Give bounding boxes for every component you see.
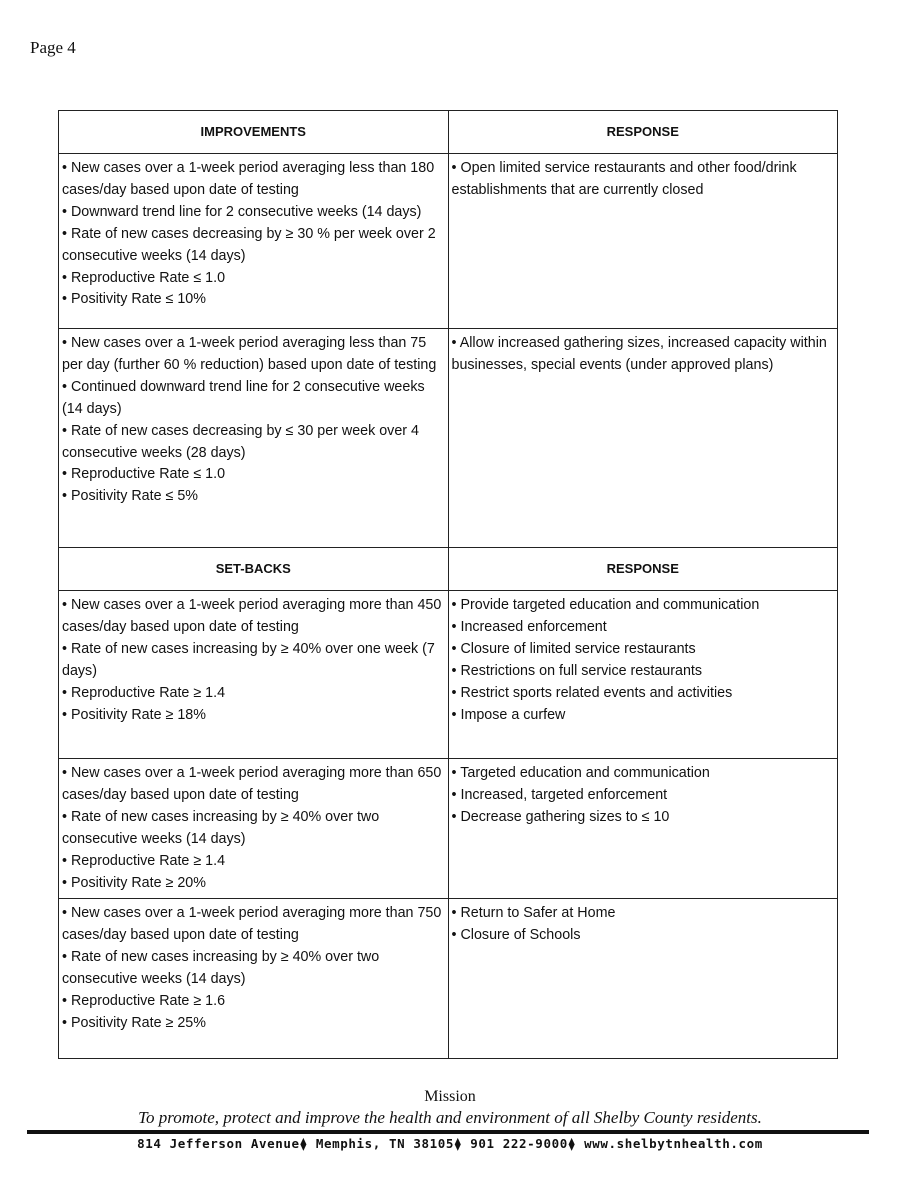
response-item: • Decrease gathering sizes to ≤ 10 bbox=[451, 808, 670, 825]
setback-response-cell bbox=[448, 591, 838, 759]
table-row bbox=[59, 329, 838, 548]
criteria-item: • New cases over a 1-week period averaging more than 450 cases/day based upon date of testing bbox=[62, 597, 442, 635]
improvement-criteria-cell bbox=[59, 329, 449, 548]
criteria-item: • Continued downward trend line for 2 consecutive weeks (14 days) bbox=[62, 378, 425, 417]
response-header: RESPONSE bbox=[448, 111, 838, 154]
criteria-item: • Rate of new cases increasing by ≥ 40% over two consecutive weeks (14 days) bbox=[62, 808, 380, 847]
setback-criteria-cell bbox=[59, 759, 449, 899]
table-row bbox=[59, 759, 838, 899]
criteria-item: • New cases over a 1-week period averaging less than 75 per day (further 60 % reduction) based upon date of testing bbox=[62, 335, 437, 373]
improvement-response-cell bbox=[448, 329, 838, 548]
criteria-item: • Rate of new cases decreasing by ≤ 30 per week over 4 consecutive weeks (28 days) bbox=[62, 422, 419, 461]
response-item: • Impose a curfew bbox=[451, 706, 566, 723]
response-item: • Restrict sports related events and activities bbox=[451, 684, 733, 701]
setback-criteria-cell bbox=[59, 899, 449, 1059]
response-item: • Restrictions on full service restaurants bbox=[451, 662, 703, 679]
table-row bbox=[59, 899, 838, 1059]
criteria-item: • Reproductive Rate ≥ 1.6 bbox=[62, 993, 226, 1010]
footer-divider bbox=[27, 1130, 869, 1134]
response-item: • Allow increased gathering sizes, increased capacity within businesses, special events (under approved plans) bbox=[451, 335, 827, 373]
criteria-item: • New cases over a 1-week period averaging less than 180 cases/day based upon date of testing bbox=[62, 160, 435, 198]
setback-response-cell bbox=[448, 759, 838, 899]
table-row bbox=[59, 154, 838, 329]
mission-label: Mission bbox=[424, 1088, 476, 1105]
response-item: • Closure of limited service restaurants bbox=[451, 640, 696, 657]
criteria-item: • Rate of new cases increasing by ≥ 40% over one week (7 days) bbox=[62, 640, 435, 679]
response-item: • Increased, targeted enforcement bbox=[451, 786, 668, 803]
criteria-item: • Rate of new cases decreasing by ≥ 30 % per week over 2 consecutive weeks (14 days) bbox=[62, 225, 436, 264]
improvement-criteria-cell bbox=[59, 154, 449, 329]
response-item: • Increased enforcement bbox=[451, 618, 607, 635]
response-item: • Closure of Schools bbox=[451, 927, 581, 944]
setbacks-header-row bbox=[59, 548, 838, 591]
criteria-item: • New cases over a 1-week period averaging more than 650 cases/day based upon date of testing bbox=[62, 765, 442, 803]
criteria-response-table bbox=[58, 110, 838, 1059]
setback-response-cell bbox=[448, 899, 838, 1059]
criteria-item: • Downward trend line for 2 consecutive weeks (14 days) bbox=[62, 203, 422, 220]
improvement-response-cell bbox=[448, 154, 838, 329]
mission-statement: To promote, protect and improve the health and environment of all Shelby County residents. bbox=[138, 1108, 762, 1127]
setbacks-response-header: RESPONSE bbox=[448, 548, 838, 591]
footer-address: 814 Jefferson Avenue⧫ Memphis, TN 38105⧫ 901 222-9000⧫ www.shelbytnhealth.com bbox=[137, 1136, 763, 1151]
criteria-item: • Reproductive Rate ≤ 1.0 bbox=[62, 466, 226, 483]
criteria-item: • Positivity Rate ≤ 10% bbox=[62, 291, 206, 308]
setbacks-header: SET-BACKS bbox=[59, 548, 449, 591]
response-item: • Return to Safer at Home bbox=[451, 905, 616, 922]
criteria-item: • Rate of new cases increasing by ≥ 40% over two consecutive weeks (14 days) bbox=[62, 949, 380, 988]
response-item: • Open limited service restaurants and other food/drink establishments that are currently closed bbox=[451, 160, 797, 198]
criteria-item: • Positivity Rate ≥ 20% bbox=[62, 874, 206, 891]
criteria-item: • Positivity Rate ≤ 5% bbox=[62, 488, 199, 505]
improvements-header-row bbox=[59, 111, 838, 154]
criteria-item: • Reproductive Rate ≤ 1.0 bbox=[62, 269, 226, 286]
table-row bbox=[59, 591, 838, 759]
response-item: • Targeted education and communication bbox=[451, 765, 710, 781]
criteria-item: • Reproductive Rate ≥ 1.4 bbox=[62, 852, 226, 869]
criteria-item: • Positivity Rate ≥ 18% bbox=[62, 706, 206, 723]
criteria-item: • New cases over a 1-week period averaging more than 750 cases/day based upon date of testing bbox=[62, 905, 442, 944]
criteria-item: • Reproductive Rate ≥ 1.4 bbox=[62, 684, 226, 701]
improvements-header: IMPROVEMENTS bbox=[59, 111, 449, 154]
response-item: • Provide targeted education and communication bbox=[451, 597, 760, 613]
setback-criteria-cell bbox=[59, 591, 449, 759]
criteria-item: • Positivity Rate ≥ 25% bbox=[62, 1014, 206, 1031]
page-number: Page 4 bbox=[30, 38, 76, 57]
